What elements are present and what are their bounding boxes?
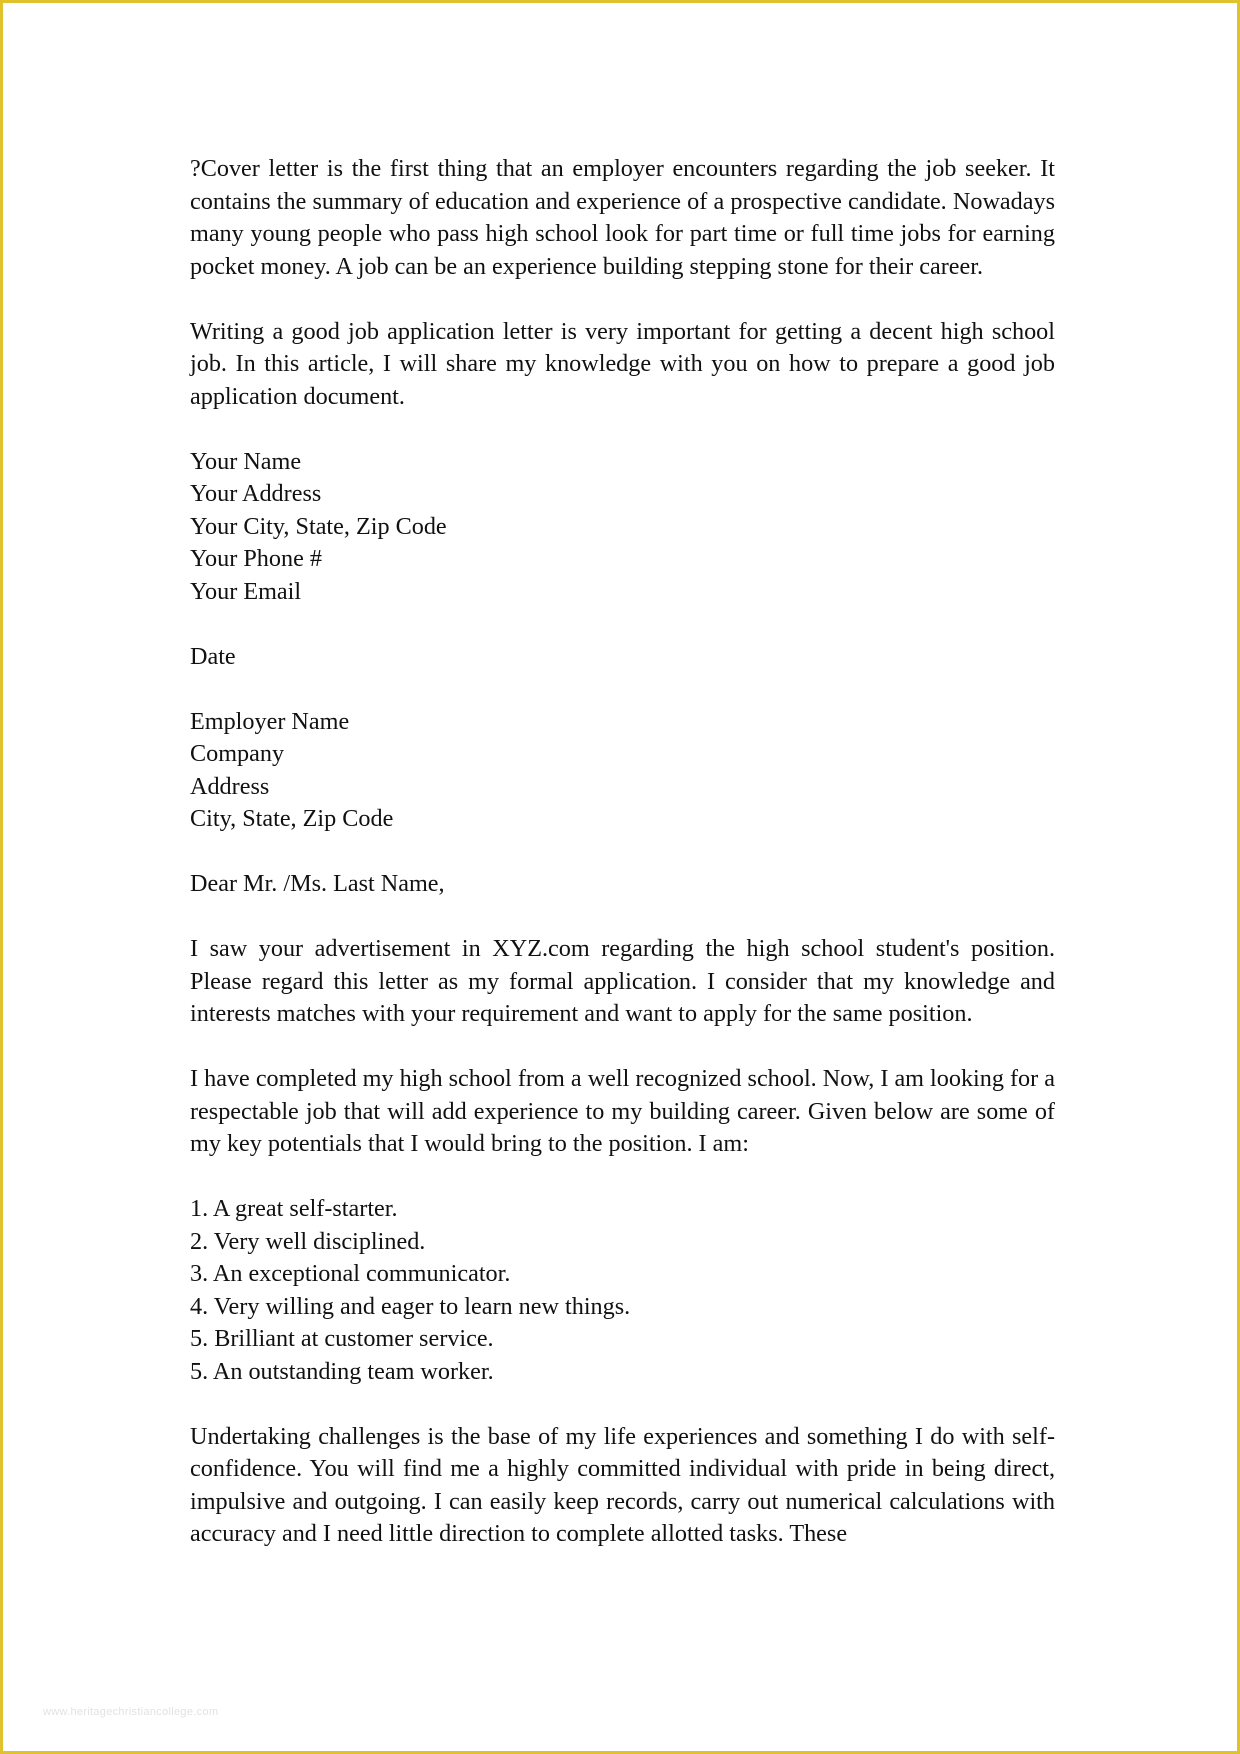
- sender-name: Your Name: [190, 447, 302, 475]
- recipient-company: Company: [190, 740, 285, 767]
- salutation-block: [190, 868, 1055, 901]
- watermark-text: www.heritagechristiancollege.com: [43, 1706, 219, 1718]
- intro-paragraph-2: Writing a good job application letter is very important for getting a decent high school job. In this article, I will share my knowledge with you on how to prepare a good job application document.: [190, 317, 1055, 410]
- recipient-address: Address: [190, 772, 270, 800]
- list-item: 1. A great self-starter.: [190, 1195, 398, 1222]
- recipient-city-state-zip: City, State, Zip Code: [190, 805, 394, 832]
- recipient-address-block: [190, 706, 1055, 836]
- salutation: Dear Mr. /Ms. Last Name,: [190, 870, 445, 897]
- list-item: 5. An outstanding team worker.: [190, 1357, 494, 1385]
- letter-content: [190, 153, 1055, 1551]
- list-item: 2. Very well disciplined.: [190, 1227, 426, 1255]
- recipient-name: Employer Name: [190, 707, 350, 735]
- list-item: 4. Very willing and eager to learn new things.: [190, 1292, 631, 1320]
- sender-address: Your Address: [190, 480, 322, 507]
- sender-phone: Your Phone #: [190, 545, 322, 572]
- closing-paragraph: Undertaking challenges is the base of my life experiences and something I do with self-confidence. You will find me a highly committed individual with pride in being direct, impulsive and outgoing. I can easily keep records, carry out numerical calculations with accuracy and I need little direction to complete allotted tasks. These: [190, 1422, 1055, 1547]
- intro-paragraph-1: ?Cover letter is the first thing that an employer encounters regarding the job seeker. It contains the summary of education and experience of a prospective candidate. Nowadays many young people who pass high school look for part time or full time jobs for earning pocket money. A job can be an experience building stepping stone for their career.: [190, 155, 1055, 280]
- body-paragraph-1: I saw your advertisement in XYZ.com regarding the high school student's position. Please regard this letter as my formal application. I consider that my knowledge and interests matches with your requirement and want to apply for the same position.: [190, 935, 1055, 1027]
- sender-city-state-zip: Your City, State, Zip Code: [190, 512, 447, 540]
- body-paragraph-2: I have completed my high school from a well recognized school. Now, I am looking for a respectable job that will add experience to my building career. Given below are some of my key potentials that I would bring to the position. I am:: [190, 1065, 1055, 1157]
- sender-address-block: [190, 446, 1055, 609]
- list-item: 5. Brilliant at customer service.: [190, 1325, 494, 1352]
- list-item: 3. An exceptional communicator.: [190, 1260, 511, 1287]
- qualities-list: [190, 1193, 1055, 1388]
- letter-date: Date: [190, 642, 236, 670]
- sender-email: Your Email: [190, 577, 302, 605]
- date-block: [190, 641, 1055, 674]
